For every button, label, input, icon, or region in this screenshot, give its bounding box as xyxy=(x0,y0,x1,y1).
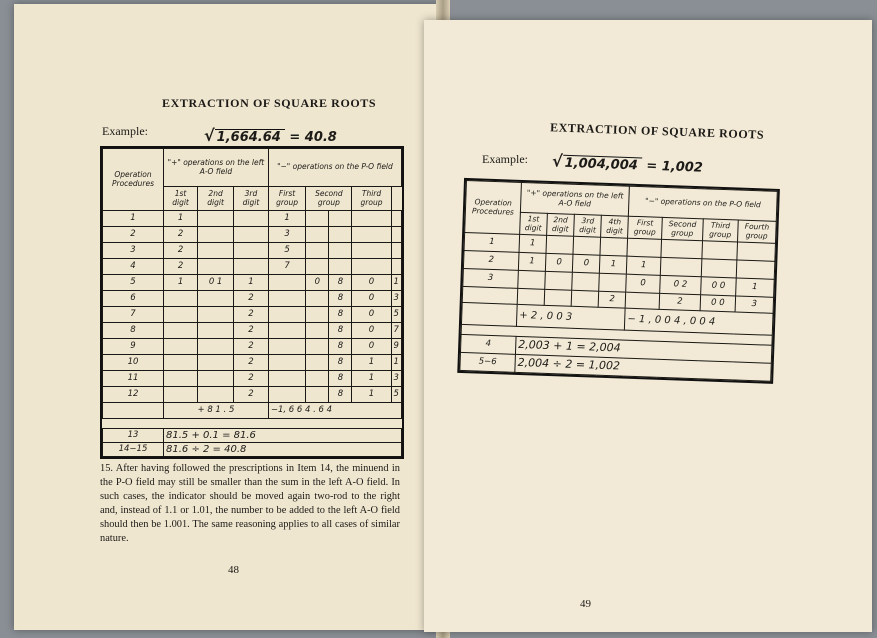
left-cell xyxy=(198,323,234,339)
left-cell xyxy=(352,259,391,275)
right-cell xyxy=(518,270,545,289)
left-cell xyxy=(164,291,198,307)
left-cell xyxy=(306,387,329,403)
right-row3b-c3 xyxy=(571,290,599,307)
left-cell xyxy=(164,339,198,355)
right-cell xyxy=(660,257,702,276)
right-cell: 1 xyxy=(518,252,545,271)
left-spacer-row xyxy=(103,419,402,429)
left-cell: 8 xyxy=(329,323,352,339)
right-header-d2: 2nd digit xyxy=(546,213,574,236)
right-cell: 2 xyxy=(463,250,519,270)
left-cell: 9 xyxy=(103,339,164,355)
left-cell xyxy=(268,387,305,403)
left-cell: 1 xyxy=(164,275,198,291)
right-row3b-c2 xyxy=(544,289,572,306)
left-cell xyxy=(198,259,234,275)
right-header-g3: Third group xyxy=(703,219,738,242)
right-cell xyxy=(546,235,574,254)
right-page-number: 49 xyxy=(580,598,591,610)
left-cell: 1 xyxy=(391,355,401,371)
left-cell xyxy=(306,227,329,243)
left-cell: 12 xyxy=(103,387,164,403)
left-cell: 1 xyxy=(352,387,391,403)
left-cell xyxy=(329,227,352,243)
right-row56-value: 2,004 ÷ 2 = 1,002 xyxy=(515,354,771,381)
left-cell: 5 xyxy=(103,275,164,291)
left-example-formula: √ 1,664.64 = 40.8 xyxy=(204,126,337,145)
left-row13-value: 81.5 + 0.1 = 81.6 xyxy=(164,429,402,443)
left-cell: 7 xyxy=(268,259,305,275)
right-result: = 1,002 xyxy=(646,158,704,176)
right-row3b-label xyxy=(462,286,518,304)
left-cell xyxy=(329,259,352,275)
right-row3b-c1 xyxy=(517,288,544,305)
left-cell xyxy=(268,339,305,355)
left-table-row xyxy=(103,371,402,387)
right-page-title: EXTRACTION OF SQUARE ROOTS xyxy=(549,120,765,142)
left-header-plus: "+" operations on the left A-O field xyxy=(164,149,269,187)
left-page xyxy=(14,4,442,630)
left-table-row xyxy=(103,259,402,275)
left-cell: 0 xyxy=(352,275,391,291)
right-row3b-c6: 2 xyxy=(659,293,701,310)
right-cell xyxy=(701,259,736,278)
left-cell: 5 xyxy=(391,387,401,403)
left-cell xyxy=(198,227,234,243)
left-result: = 40.8 xyxy=(289,130,337,145)
left-cell: 2 xyxy=(234,323,269,339)
left-cell xyxy=(306,355,329,371)
left-cell: 11 xyxy=(103,371,164,387)
right-header-g1: First group xyxy=(628,216,662,239)
left-cell: 2 xyxy=(234,307,269,323)
left-cell: 1 xyxy=(352,355,391,371)
left-cell xyxy=(352,211,391,227)
right-sum-plus: + 2 , 0 0 3 xyxy=(516,304,625,330)
left-cell xyxy=(306,211,329,227)
left-cell: 8 xyxy=(329,387,352,403)
left-cell: 6 xyxy=(103,291,164,307)
left-cell: 2 xyxy=(164,259,198,275)
right-cell: 1 xyxy=(519,234,546,253)
left-header-g3: Third group xyxy=(352,187,391,211)
left-radicand: 1,664.64 xyxy=(215,129,285,145)
left-cell: 1 xyxy=(103,211,164,227)
left-cell: 8 xyxy=(329,291,352,307)
left-table-row xyxy=(103,323,402,339)
left-cell: 3 xyxy=(268,227,305,243)
left-cell xyxy=(352,227,391,243)
left-cell xyxy=(306,371,329,387)
left-header-proc: Operation Procedures xyxy=(103,149,164,211)
left-cell: 1 xyxy=(268,211,305,227)
right-cell xyxy=(702,241,737,260)
left-cell xyxy=(306,339,329,355)
right-sum-label-cell xyxy=(461,302,517,326)
left-cell: 0 xyxy=(352,307,391,323)
left-cell xyxy=(164,323,198,339)
left-cell xyxy=(306,291,329,307)
left-cell xyxy=(268,307,305,323)
right-cell: 1 xyxy=(626,256,660,275)
left-cell: 0 xyxy=(352,323,391,339)
left-cell: 8 xyxy=(329,307,352,323)
left-header-minus: "−" operations on the P-O field xyxy=(268,149,401,187)
left-cell xyxy=(306,243,329,259)
left-cell xyxy=(391,259,401,275)
left-cell xyxy=(306,307,329,323)
right-header-d1: 1st digit xyxy=(520,212,547,235)
right-cell xyxy=(661,239,703,258)
left-cell: 10 xyxy=(103,355,164,371)
left-cell: 9 xyxy=(391,339,401,355)
right-cell xyxy=(736,260,775,279)
left-cell xyxy=(164,307,198,323)
right-cell: 0 xyxy=(545,253,573,272)
right-row3b-c7: 0 0 xyxy=(700,295,735,312)
left-cell: 8 xyxy=(329,339,352,355)
left-cell: 3 xyxy=(103,243,164,259)
left-operations-table xyxy=(102,148,402,457)
left-cell xyxy=(234,259,269,275)
left-cell: 2 xyxy=(234,291,269,307)
right-cell: 0 xyxy=(626,274,660,293)
left-page-number: 48 xyxy=(228,564,239,576)
left-cell: 1 xyxy=(352,371,391,387)
left-cell: 0 xyxy=(352,291,391,307)
left-cell xyxy=(352,243,391,259)
left-cell: 3 xyxy=(391,291,401,307)
left-cell xyxy=(198,387,234,403)
right-cell xyxy=(599,273,627,292)
left-sum-label-cell xyxy=(103,403,164,419)
left-cell xyxy=(164,355,198,371)
left-header-d3: 3rd digit xyxy=(234,187,269,211)
right-cell xyxy=(737,242,776,261)
right-radicand: 1,004,004 xyxy=(562,155,642,174)
left-table-body xyxy=(103,211,402,403)
left-cell: 7 xyxy=(391,323,401,339)
right-header-g4: Fourth group xyxy=(737,220,776,243)
right-header-d3: 3rd digit xyxy=(574,214,602,237)
left-cell: 2 xyxy=(164,227,198,243)
left-cell xyxy=(329,211,352,227)
left-cell xyxy=(268,355,305,371)
left-table-row xyxy=(103,243,402,259)
left-table-row xyxy=(103,339,402,355)
left-cell: 4 xyxy=(103,259,164,275)
right-cell xyxy=(573,236,601,255)
right-example-label: Example: xyxy=(482,152,528,166)
left-cell: 8 xyxy=(103,323,164,339)
left-cell xyxy=(306,259,329,275)
left-example-label: Example: xyxy=(102,124,148,138)
left-cell xyxy=(391,243,401,259)
left-cell: 2 xyxy=(164,243,198,259)
left-cell: 1 xyxy=(234,275,269,291)
left-sum-minus: −1, 6 6 4 . 6 4 xyxy=(268,403,401,419)
left-table-row xyxy=(103,227,402,243)
left-cell xyxy=(198,371,234,387)
left-cell: 3 xyxy=(391,371,401,387)
left-cell xyxy=(268,275,305,291)
left-table-row xyxy=(103,307,402,323)
right-header-d4: 4th digit xyxy=(601,215,629,238)
left-cell xyxy=(391,227,401,243)
left-table-row xyxy=(103,275,402,291)
left-cell: 2 xyxy=(234,387,269,403)
right-cell xyxy=(572,272,600,291)
left-cell: 1 xyxy=(391,275,401,291)
left-cell: 0 xyxy=(352,339,391,355)
left-cell xyxy=(329,243,352,259)
left-table-row xyxy=(103,291,402,307)
left-cell xyxy=(198,211,234,227)
right-cell xyxy=(544,271,572,290)
left-cell xyxy=(234,243,269,259)
left-cell: 2 xyxy=(234,339,269,355)
right-cell: 1 xyxy=(464,232,520,252)
left-cell: 2 xyxy=(234,371,269,387)
left-header-d2: 2nd digit xyxy=(198,187,234,211)
left-cell xyxy=(198,355,234,371)
right-operations-table xyxy=(459,180,777,382)
left-header-d1: 1st digit xyxy=(164,187,198,211)
left-page-title: EXTRACTION OF SQUARE ROOTS xyxy=(162,96,377,110)
left-cell xyxy=(164,387,198,403)
left-header-g1: First group xyxy=(268,187,305,211)
right-row4-label: 4 xyxy=(460,334,516,354)
right-cell: 0 2 xyxy=(659,275,701,294)
left-paragraph: 15. After having followed the prescriptions in Item 14, the minuend in the P-O field may still be smaller than the sum in the left A-O field. In such cases, the indicator should be moved again two-rod to the right and, instead of 1.1 or 1.01, the number to be added to the left A-O field should then be 1.001. The same reasoning applies to all cases of similar nature. xyxy=(100,463,400,544)
right-row56-label: 5−6 xyxy=(460,352,516,372)
left-cell xyxy=(164,371,198,387)
right-row3b-c8: 3 xyxy=(735,296,774,313)
left-cell xyxy=(198,339,234,355)
left-cell xyxy=(198,307,234,323)
right-example-formula: √1,004,004 = 1,002 xyxy=(551,151,704,176)
left-cell xyxy=(391,211,401,227)
right-row3b-c5 xyxy=(625,292,659,309)
left-cell: 5 xyxy=(268,243,305,259)
left-table-row xyxy=(103,355,402,371)
right-header-g2: Second group xyxy=(661,217,703,240)
left-cell: 0 1 xyxy=(198,275,234,291)
left-cell xyxy=(234,227,269,243)
left-cell: 5 xyxy=(391,307,401,323)
left-row1415-value: 81.6 ÷ 2 = 40.8 xyxy=(164,443,402,457)
left-cell: 0 xyxy=(306,275,329,291)
right-row3b-c4: 2 xyxy=(598,291,625,308)
right-cell xyxy=(600,237,628,256)
right-page xyxy=(424,20,872,632)
left-header-g2: Second group xyxy=(306,187,352,211)
left-row13-label: 13 xyxy=(103,429,164,443)
right-cell: 0 0 xyxy=(701,277,736,296)
right-cell: 1 xyxy=(600,255,628,274)
right-cell: 1 xyxy=(735,278,774,297)
left-cell: 7 xyxy=(103,307,164,323)
left-cell xyxy=(198,291,234,307)
left-cell xyxy=(268,323,305,339)
right-header-proc: Operation Procedures xyxy=(465,181,522,235)
left-cell xyxy=(268,371,305,387)
left-cell: 8 xyxy=(329,371,352,387)
left-cell: 1 xyxy=(164,211,198,227)
right-cell xyxy=(627,238,661,257)
left-cell xyxy=(306,323,329,339)
right-header-minus: "−" operations on the P-O field xyxy=(629,186,778,221)
right-cell: 3 xyxy=(463,268,519,288)
left-table-row xyxy=(103,387,402,403)
left-table-row xyxy=(103,211,402,227)
right-sum-minus: − 1 , 0 0 4 , 0 0 4 xyxy=(625,308,774,335)
left-cell: 8 xyxy=(329,355,352,371)
left-cell xyxy=(234,211,269,227)
left-cell: 2 xyxy=(234,355,269,371)
right-header-plus: "+" operations on the left A-O field xyxy=(520,182,629,216)
left-cell xyxy=(268,291,305,307)
left-cell xyxy=(198,243,234,259)
left-cell: 2 xyxy=(103,227,164,243)
left-sum-plus: + 8 1 . 5 xyxy=(164,403,269,419)
right-cell: 0 xyxy=(573,254,601,273)
right-row4-value: 2,003 + 1 = 2,004 xyxy=(515,336,771,363)
left-row1415-label: 14−15 xyxy=(103,443,164,457)
left-cell: 8 xyxy=(329,275,352,291)
